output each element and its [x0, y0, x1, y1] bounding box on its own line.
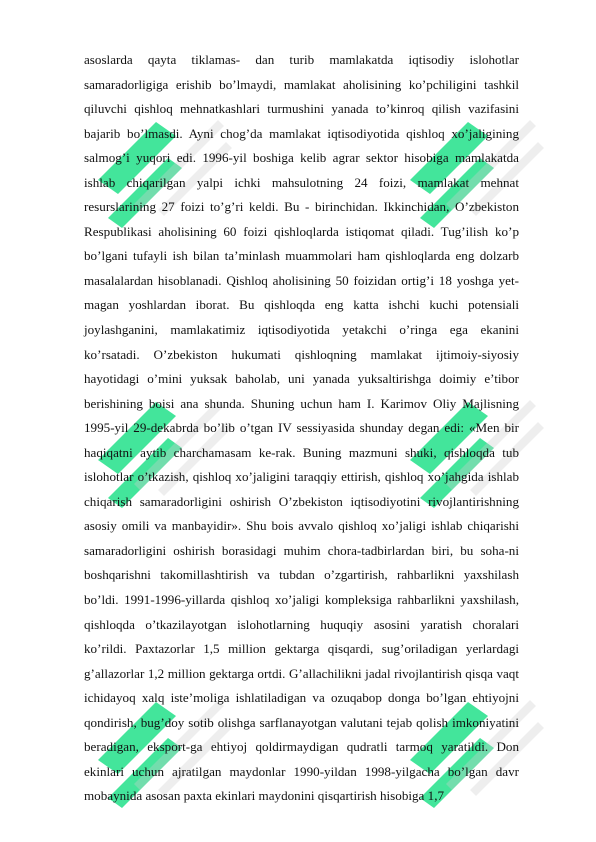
body-paragraph: asoslarda qayta tiklamas- dan turib mamlakatda iqtisodiy islohotlar samaradorligiga erishib bo’lmaydi, mamlakat aholisining ko’pchiligini tashkil qiluvchi qishloq mehnatkashlari turmushini yanada to’kinroq qilish vazifasini bajarib bo’lmasdi. Ayni chog’da mamlakat iqtisodiyotida qishloq xo’jaligining salmog’i yuqori edi. 1996-yil boshiga kelib agrar sektor hisobiga mamlakatda ishlab chiqarilgan yalpi ichki mahsulotning 24 foizi, mamlakat mehnat resurslarining 27 foizi to’g’ri keldi. Bu - birinchidan. Ikkinchidan, O’zbekiston Respublikasi aholisining 60 foizi qishloqlarda istiqomat qiladi. Tug’ilish ko’p bo’lgani tufayli ish bilan ta’minlash muammolari ham qishloqlarda eng dolzarb masalalardan hisoblanadi. Qishloq aholisining 50 foizidan ortig’i 18 yoshga yet-magan yoshlardan iborat. Bu qishloqda eng katta ishchi kuchi potensiali joylashganini, mamlakatimiz iqtisodiyotida yetakchi o’ringa ega ekanini ko’rsatadi. O’zbekiston hukumati qishloqning mamlakat ijtimoiy-siyosiy hayotidagi o’mini yuksak baholab, uni yanada yuksaltirishga doimiy e’tibor berishining boisi ana shunda. Shuning uchun ham I. Karimov Oliy Majlisning 1995-yil 29-dekabrda bo’lib o’tgan IV sessiyasida shunday degan edi: «Men bir haqiqatni aytib charchamasam ke-rak. Buning mazmuni shuki, qishloqda tub islohotlar o’tkazish, qishloq xo’jaligini taraqqiy ettirish, qishloq xo’jahgida ishlab chiqarish samaradorligini oshirish O’zbekiston iqtisodiyotini rivojlantirishning asosiy omili va manbayidir». Shu bois avvalo qishloq xo’jaligi ishlab chiqarishi samaradorligini oshirish borasidagi muhim chora-tadbirlardan biri, bu soha-ni boshqarishni takomillashtirish va tubdan o’zgartirish, rahbarlikni yaxshilash bo’ldi. 1991-1996-yillarda qishloq xo’jaligi kompleksiga rahbarlikni yaxshilash, qishloqda o’tkazilayotgan islohotlarning huquqiy asosini yaratish choralari ko’rildi. Paxtazorlar 1,5 million gektarga qisqardi, sug’oriladigan yerlardagi g’allazorlar 1,2 million gektarga ortdi. G’allachilikni jadal rivojlantirish qisqa vaqt ichidayoq xalq iste’moliga ishlatiladigan va ozuqabop donga bo’lgan ehtiyojni qondirish, bug’doy sotib olishga sarflanayotgan valutani tejab qolish imkoniyatini beradigan, eksport-ga ehtiyoj qoldirmaydigan qudratli tarmoq yaratildi. Don ekinlari uchun ajratilgan maydonlar 1990-yildan 1998-yilgacha bo’lgan davr mobaynida asosan paxta ekinlari maydonini qisqartirish hisobiga 1,7: [84, 52, 519, 804]
